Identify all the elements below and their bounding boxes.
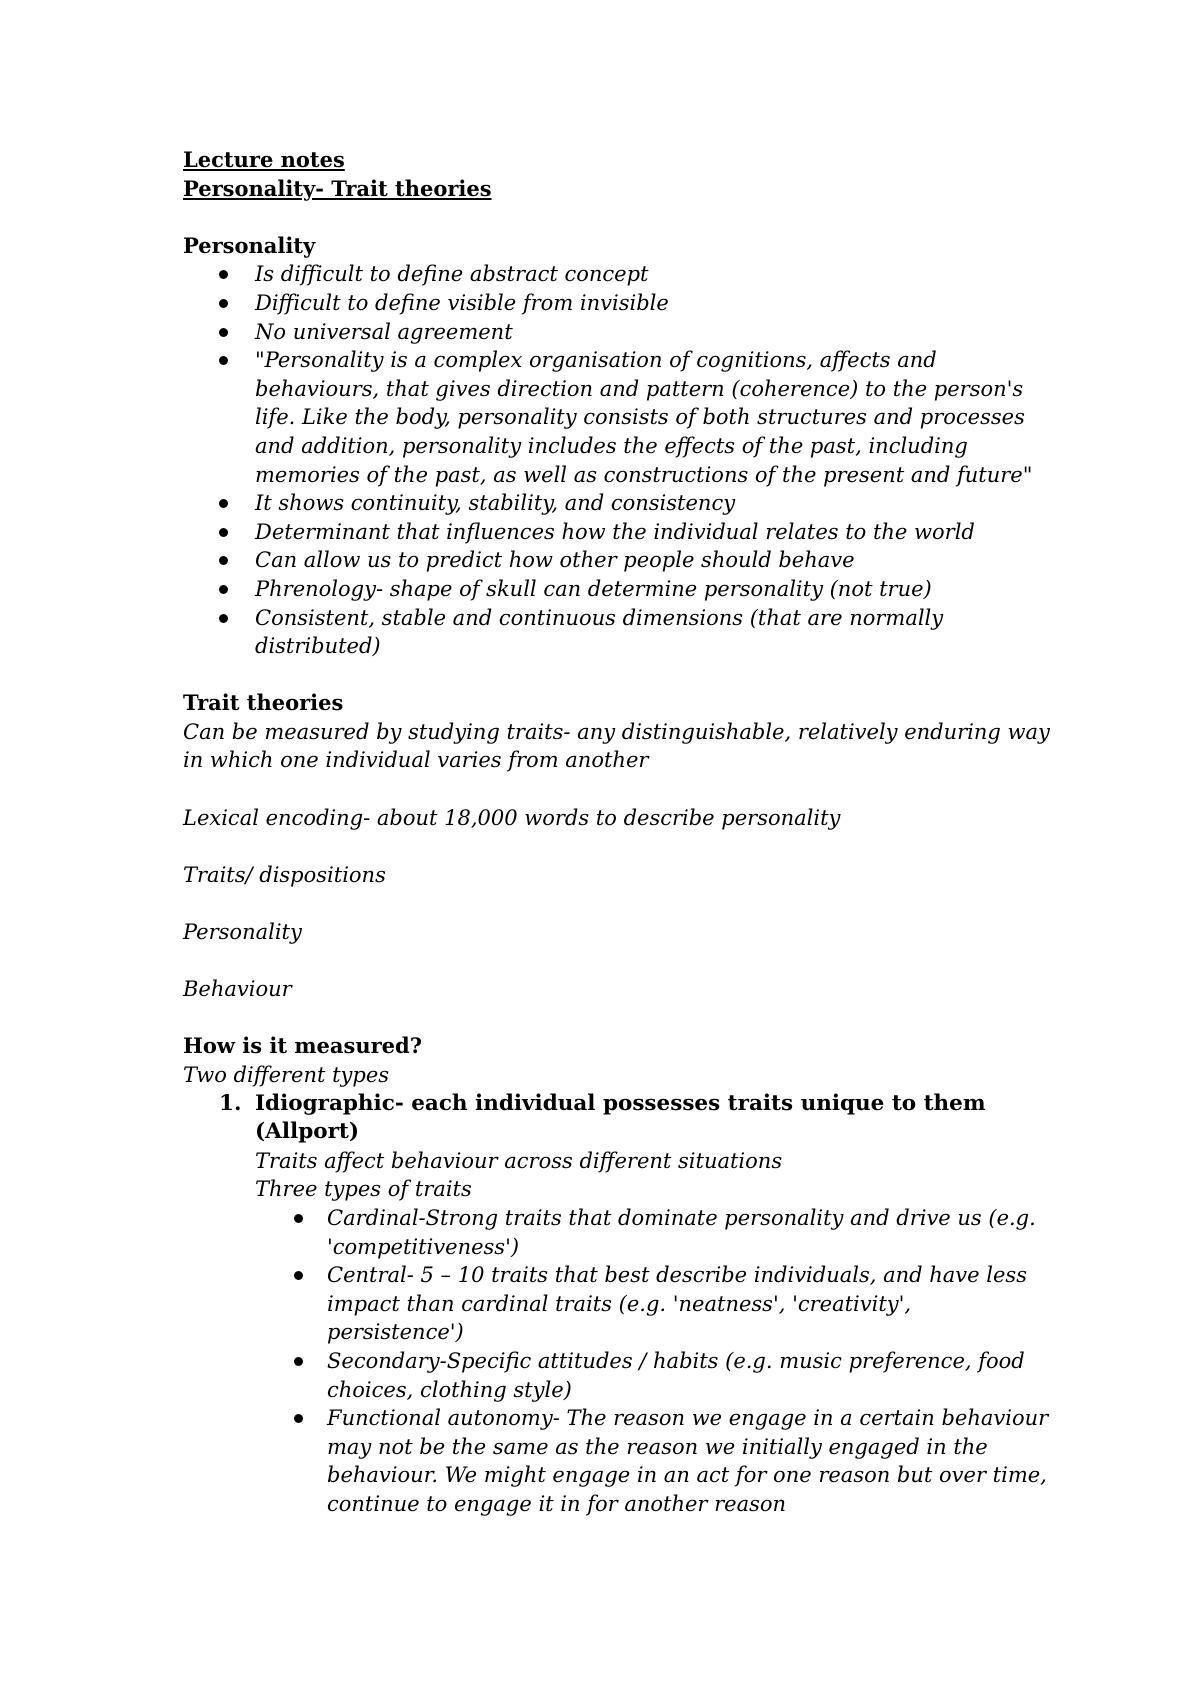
- document-title: Lecture notes: [183, 147, 345, 172]
- list-item: Determinant that influences how the individual relates to the world: [183, 518, 1053, 547]
- spacer: [183, 203, 1053, 232]
- list-item: Phrenology- shape of skull can determine personality (not true): [183, 575, 1053, 604]
- spacer: [183, 661, 1053, 690]
- section-heading-trait-theories: Trait theories: [183, 690, 344, 716]
- section-heading-personality: Personality: [183, 232, 316, 258]
- item-title: Idiographic- each individual possesses traits unique to them (Allport): [255, 1090, 986, 1145]
- list-item: "Personality is a complex organisation of cognitions, affects and behaviours, that gives direction and pattern (coherence) to the person's life. Like the body, personality consists of both structures and processes and addition, personality includes the effects of the past, including memories of the past, as well as constructions of the present and future": [183, 346, 1053, 489]
- flow-behaviour: Behaviour: [183, 977, 292, 1002]
- document-subtitle: Personality- Trait theories: [183, 175, 492, 201]
- measured-intro: Two different types: [183, 1063, 390, 1087]
- list-item: Is difficult to define abstract concept: [183, 260, 1053, 289]
- list-item: Consistent, stable and continuous dimensions (that are normally distributed): [183, 604, 1053, 661]
- list-item: It shows continuity, stability, and consistency: [183, 489, 1053, 518]
- document-body: [183, 146, 1053, 1519]
- spacer: [183, 947, 1053, 976]
- item-line-behaviour: Traits affect behaviour across different situations: [255, 1148, 783, 1173]
- list-item: Can allow us to predict how other people should behave: [183, 546, 1053, 575]
- item-line-types: Three types of traits: [255, 1177, 472, 1202]
- flow-traits: Traits/ dispositions: [183, 862, 386, 887]
- flow-personality: Personality: [183, 920, 302, 945]
- trait-definition: Can be measured by studying traits- any distinguishable, relatively enduring way in which one individual varies from another: [183, 719, 1050, 773]
- spacer: [183, 889, 1053, 918]
- list-item: Difficult to define visible from invisible: [183, 289, 1053, 318]
- section-heading-measured: How is it measured?: [183, 1033, 423, 1059]
- spacer: [183, 775, 1053, 804]
- list-item: Central- 5 – 10 traits that best describe individuals, and have less impact than cardinal traits (e.g. 'neatness', 'creativity', persistence'): [183, 1261, 1053, 1347]
- personality-bullet-list: [183, 260, 1053, 660]
- spacer: [183, 832, 1053, 861]
- list-item: Functional autonomy- The reason we engage in a certain behaviour may not be the same as the reason we initially engaged in the behaviour. We might engage in an act for one reason but over time, continue to engage it in for another reason: [183, 1404, 1053, 1518]
- item-number: 1.: [219, 1090, 242, 1116]
- list-item: Cardinal-Strong traits that dominate personality and drive us (e.g. 'competitiveness'): [183, 1204, 1053, 1261]
- numbered-item-idiographic: [183, 1090, 1053, 1147]
- lexical-encoding: Lexical encoding- about 18,000 words to describe personality: [183, 805, 841, 830]
- list-item: No universal agreement: [183, 318, 1053, 347]
- trait-types-bullet-list: [183, 1204, 1053, 1519]
- spacer: [183, 1004, 1053, 1033]
- list-item: Secondary-Specific attitudes / habits (e.g. music preference, food choices, clothing style): [183, 1347, 1053, 1404]
